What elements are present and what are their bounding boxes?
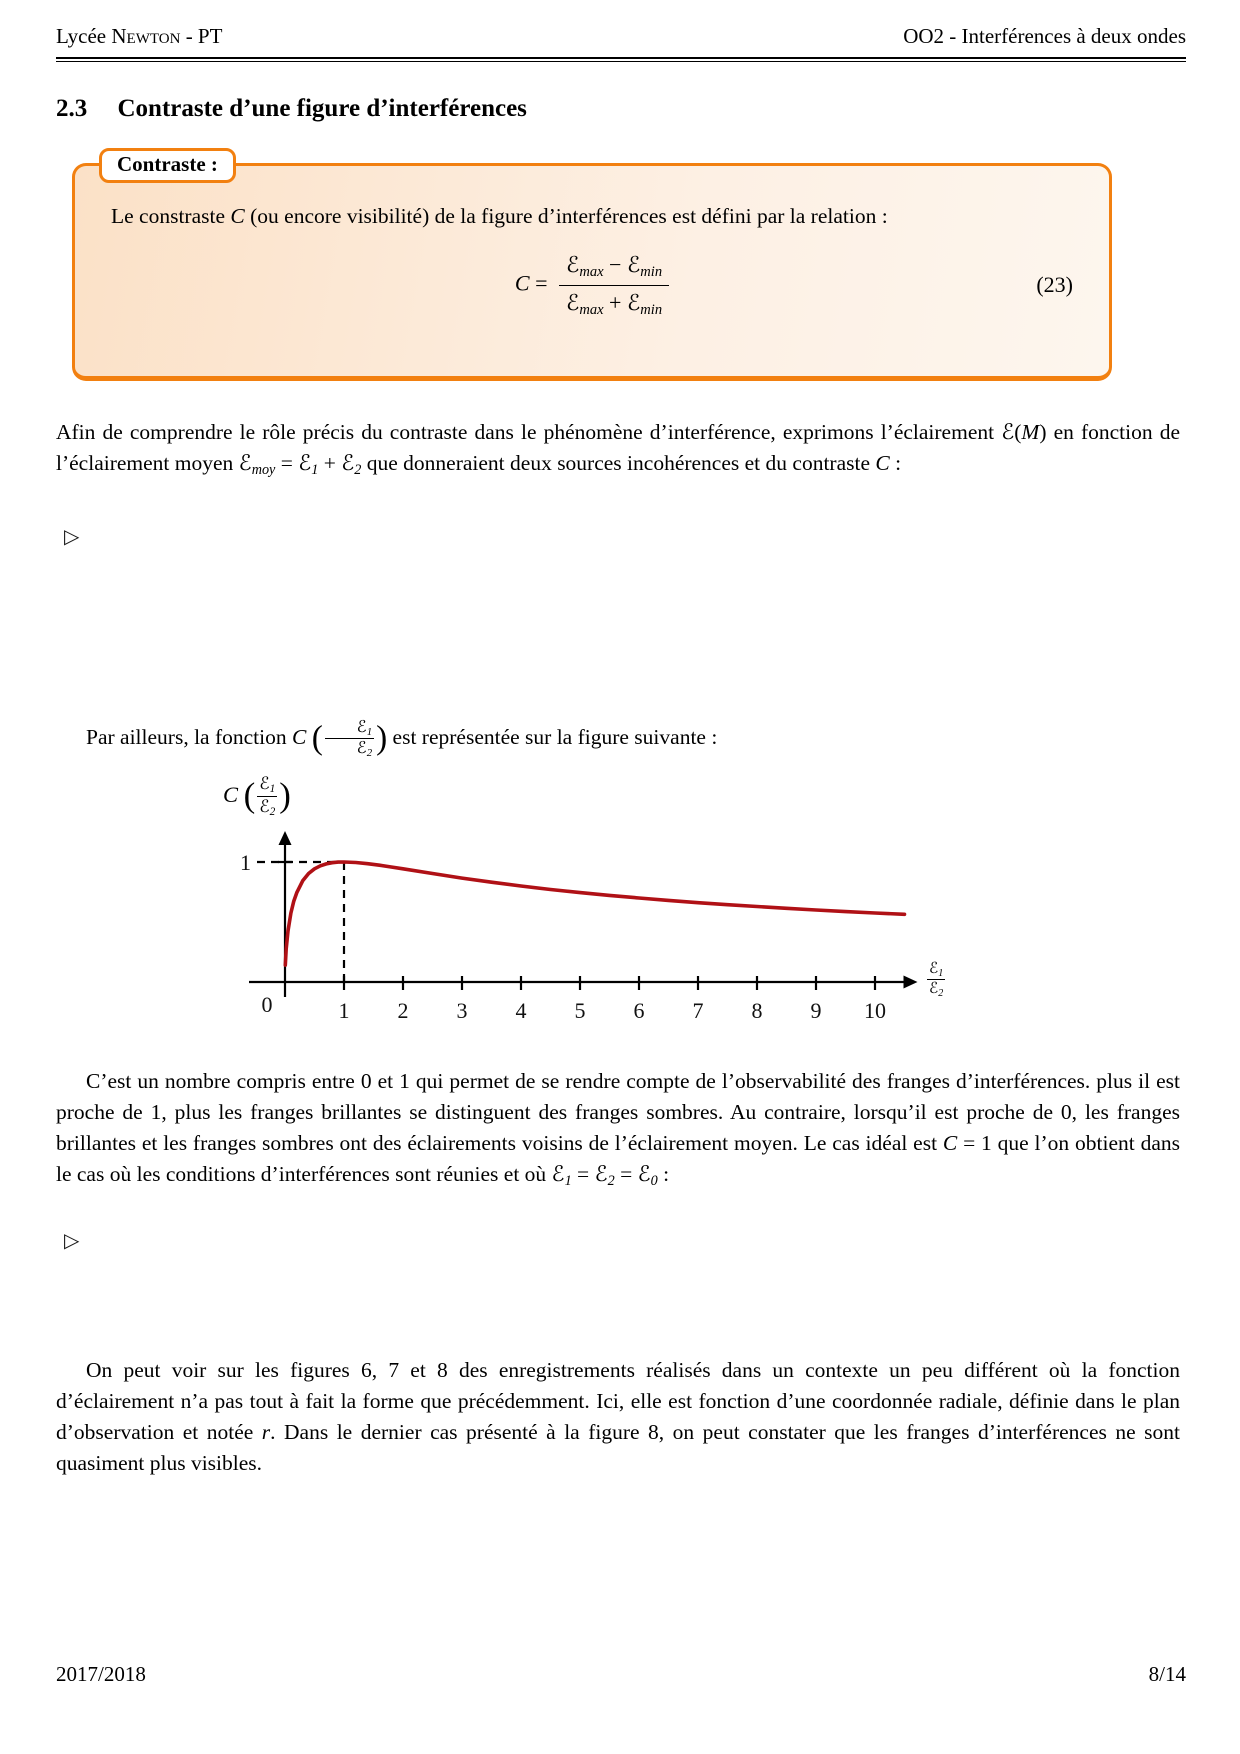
- footer-school-year: 2017/2018: [56, 1662, 146, 1686]
- figure-intro-sentence: Par ailleurs, la fonction C ( $\frac{\text{ℰ1}}{\text{ℰ2}}$ ) est représentée sur la figure suivante :: [86, 717, 718, 760]
- paragraph-contrast-role: Afin de comprendre le rôle précis du contraste dans le phénomène d’interférence, exprimons l’éclairement ℰ(M) en fonction de l’éclairement moyen ℰmoy = ℰ1 + ℰ2 que donneraient deux sources incohérences et du contraste C :: [56, 420, 1180, 478]
- x-tick-label: 6: [633, 998, 645, 1023]
- triangle-bullet-icon: ▷: [64, 524, 80, 548]
- page-header: [56, 24, 1186, 62]
- x-tick-label: 2: [397, 998, 409, 1023]
- x-tick-label: 3: [456, 998, 468, 1023]
- triangle-bullet-icon: ▷: [64, 1228, 80, 1252]
- origin-label: 0: [261, 992, 273, 1017]
- section-number: 2.3: [56, 95, 88, 122]
- contrast-definition-box: [72, 152, 1112, 381]
- x-tick-label: 1: [338, 998, 350, 1023]
- header-course-name: Lycée Newton - PT: [56, 24, 223, 48]
- chart-x-axis-label: $\frac{\text{ℰ1}}{\text{ℰ2}}$: [929, 959, 944, 1000]
- header-rule-thick: [56, 57, 1186, 59]
- x-tick-label: 9: [810, 998, 822, 1023]
- chart-y-axis-label: C ( $\frac{\text{ℰ1}}{\text{ℰ2}}$ ): [223, 774, 291, 819]
- contrast-chart-svg: [225, 770, 945, 1032]
- paragraph-figures-reference: On peut voir sur les figures 6, 7 et 8 des enregistrements réalisés dans un contexte un peu différent où la fonction d’éclairement n’a pas tout à fait la forme que précédemment. Ici, elle est fonction d’une coordonnée radiale, définie dans le plan d’observation et notée r. Dans le dernier cas présenté à la figure 8, on peut constater que les franges d’interférences ne sont quasiment plus visibles.: [56, 1358, 1180, 1475]
- x-tick-label: 5: [574, 998, 586, 1023]
- section-heading: [56, 95, 527, 123]
- paragraph-contrast-meaning: C’est un nombre compris entre 0 et 1 qui permet de se rendre compte de l’observabilité des franges d’interférences. plus il est proche de 1, plus les franges brillantes se distinguent des franges sombres. Au contraire, lorsqu’il est proche de 0, les franges brillantes et les franges sombres ont des éclairements voisins de l’éclairement moyen. Le cas idéal est C = 1 que l’on obtient dans le cas où les conditions d’interférences sont réunies et où ℰ1 = ℰ2 = ℰ0 :: [56, 1069, 1180, 1189]
- equation-number: (23): [1036, 272, 1073, 298]
- contrast-equation-row: [75, 251, 1109, 320]
- footer-page-number: 8/14: [1148, 1662, 1186, 1686]
- header-chapter-title: OO2 - Interférences à deux ondes: [903, 24, 1186, 48]
- section-title: Contraste d’une figure d’interférences: [117, 95, 527, 122]
- header-rule-thin: [56, 61, 1186, 62]
- x-axis-arrow: [904, 976, 918, 989]
- contrast-curve: [285, 862, 904, 965]
- x-tick-label: 10: [864, 998, 886, 1023]
- page-footer: [56, 1662, 1186, 1687]
- contrast-equation-formula: C = $\frac{\text{ℰmax − ℰmin}}{\text{ℰmax + ℰmin}}$: [515, 251, 669, 320]
- y-tick-label: 1: [240, 850, 251, 875]
- contrast-box-label: Contraste :: [99, 148, 236, 183]
- contrast-box-intro: Le constraste C (ou encore visibilité) de la figure d’interférences est défini par la relation :: [111, 204, 888, 228]
- x-tick-label: 8: [751, 998, 763, 1023]
- x-tick-label: 7: [692, 998, 704, 1023]
- contrast-function-figure: [225, 770, 985, 1032]
- x-tick-label: 4: [515, 998, 527, 1023]
- y-axis-arrow: [279, 831, 292, 845]
